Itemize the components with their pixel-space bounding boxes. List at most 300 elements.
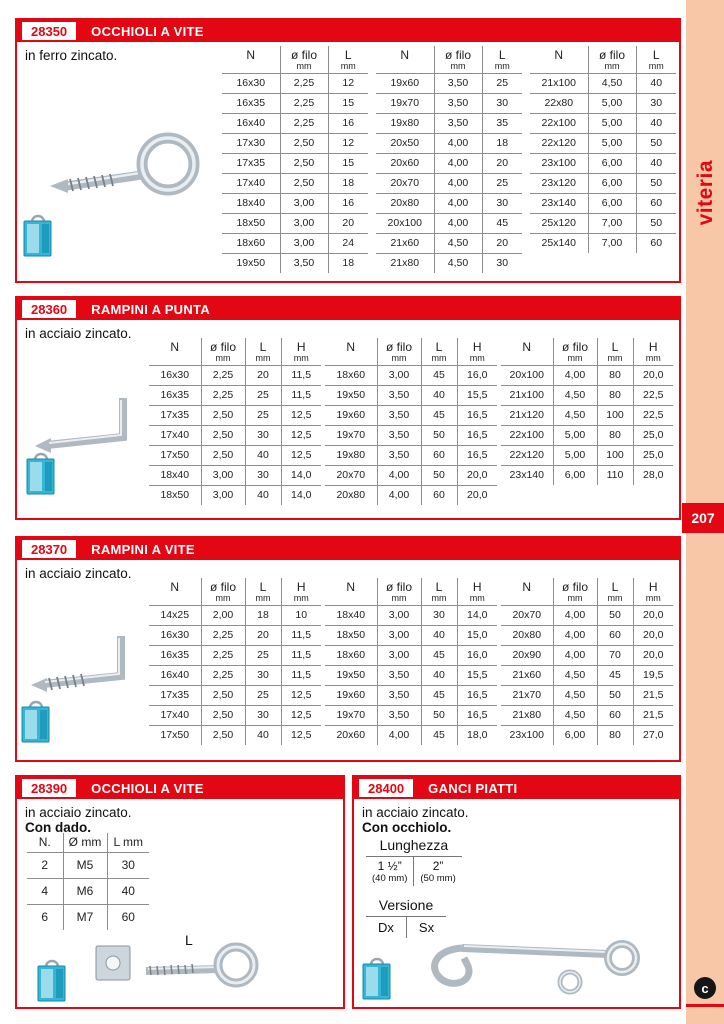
table-cell: 23x100 (530, 154, 588, 174)
table-row (530, 214, 676, 234)
table-row (325, 726, 497, 746)
table-cell: 15 (328, 94, 368, 114)
table-cell: 16 (328, 114, 368, 134)
table-cell: 3,00 (377, 626, 421, 646)
table-row (501, 386, 673, 406)
table-cell: 50 (636, 174, 676, 194)
version-option: Sx (406, 917, 446, 938)
table-cell: 40 (421, 386, 457, 406)
table-row (27, 905, 149, 931)
table-row (325, 706, 497, 726)
table-cell: 20x80 (376, 194, 434, 214)
table-row (501, 706, 673, 726)
table-cell: 18x60 (325, 646, 377, 666)
table-cell: 6,00 (588, 174, 636, 194)
spec-table (501, 338, 673, 485)
table-row (376, 114, 522, 134)
table-row (325, 466, 497, 486)
table-cell: 16,5 (457, 406, 497, 426)
table-cell: 20,0 (633, 366, 673, 386)
table-cell: 5,00 (588, 94, 636, 114)
column-header: H mm (633, 578, 673, 606)
table-cell: 20,0 (457, 466, 497, 486)
package-icon (37, 957, 67, 1008)
table-cell: 30 (245, 466, 281, 486)
table-row (27, 879, 149, 905)
table-cell: 16,5 (457, 706, 497, 726)
table-cell: 27,0 (633, 726, 673, 746)
section-28370 (15, 536, 681, 762)
table-cell: 4,50 (434, 234, 482, 254)
table-cell: 45 (421, 406, 457, 426)
table-cell: 3,50 (434, 74, 482, 94)
section-28400 (352, 775, 681, 1009)
table-row (325, 626, 497, 646)
column-header: L mm (597, 338, 633, 366)
section-header-bar (17, 298, 679, 320)
column-header: L mm (245, 338, 281, 366)
length-option: 2” (50 mm) (413, 857, 461, 886)
table-cell: 30 (245, 426, 281, 446)
spec-table (149, 338, 321, 505)
table-cell: 4,00 (377, 466, 421, 486)
spec-tables (222, 46, 676, 273)
table-cell: 25x120 (530, 214, 588, 234)
table-cell: 22x120 (501, 446, 553, 466)
table-cell: 20 (328, 214, 368, 234)
table-row (501, 666, 673, 686)
table-cell: 16,0 (457, 366, 497, 386)
table-cell: 19x70 (325, 426, 377, 446)
table-cell: 3,00 (377, 366, 421, 386)
package-icon (21, 698, 51, 749)
table-cell: 70 (597, 646, 633, 666)
table-cell: 17x50 (149, 726, 201, 746)
table-cell: 19x50 (222, 254, 280, 274)
table-cell: 4,50 (434, 254, 482, 274)
spec-table (501, 578, 673, 745)
table-row (222, 134, 368, 154)
table-cell: 4,00 (553, 646, 597, 666)
section-code-badge: 28390 (22, 779, 76, 797)
table-row (530, 154, 676, 174)
table-row (149, 706, 321, 726)
package-icon (26, 450, 56, 501)
table-cell: 3,00 (201, 486, 245, 506)
spec-table (325, 338, 497, 505)
table-row (222, 194, 368, 214)
table-cell: 60 (597, 626, 633, 646)
table-row (149, 646, 321, 666)
table-cell: 12,5 (281, 426, 321, 446)
table-row (325, 426, 497, 446)
table-row (501, 606, 673, 626)
table-cell: 5,00 (553, 426, 597, 446)
column-header: L mm (421, 338, 457, 366)
version-option: Dx (378, 920, 394, 935)
spec-table (222, 46, 368, 273)
page-number-badge: 207 (682, 503, 724, 533)
table-cell: 4,00 (434, 194, 482, 214)
table-cell: 18 (245, 606, 281, 626)
section-header-bar (354, 777, 679, 799)
table-cell: 3,00 (280, 214, 328, 234)
table-cell: 30 (421, 606, 457, 626)
table-cell: 12,5 (281, 406, 321, 426)
table-cell: 2,50 (201, 426, 245, 446)
table-cell: 20,0 (633, 646, 673, 666)
table-cell: 30 (245, 666, 281, 686)
table-cell: 16,0 (457, 646, 497, 666)
spec-tables (27, 833, 149, 930)
table-row (501, 446, 673, 466)
table-cell: 3,50 (377, 686, 421, 706)
table-cell: 17x40 (149, 426, 201, 446)
table-cell: 2,25 (201, 626, 245, 646)
section-subtitle: in acciaio zincato. (25, 566, 132, 581)
table-cell: 18x50 (149, 486, 201, 506)
table-cell: 60 (421, 486, 457, 506)
table-cell: 11,5 (281, 366, 321, 386)
table-cell: 22,5 (633, 386, 673, 406)
table-row (222, 94, 368, 114)
table-cell: 17x50 (149, 446, 201, 466)
flat-hook-illustration (422, 920, 652, 1010)
column-header: N. (38, 835, 51, 849)
table-row (325, 666, 497, 686)
table-cell: 4,00 (553, 366, 597, 386)
table-cell: 16,5 (457, 426, 497, 446)
table-cell: 2,25 (280, 94, 328, 114)
table-row (149, 686, 321, 706)
table-row (376, 94, 522, 114)
table-cell: 60 (597, 706, 633, 726)
table-cell: 50 (636, 134, 676, 154)
table-row (149, 626, 321, 646)
table-cell: 25 (482, 174, 522, 194)
length-option: 1 ½” (40 mm) (372, 859, 408, 884)
table-row (149, 606, 321, 626)
table-cell: 18x60 (325, 366, 377, 386)
table-row (530, 114, 676, 134)
table-cell: M5 (63, 853, 107, 879)
table-cell: 80 (597, 386, 633, 406)
table-cell: 2,25 (201, 646, 245, 666)
section-code-badge: 28370 (22, 540, 76, 558)
column-header: ø filo mm (377, 338, 421, 366)
spec-table (27, 833, 149, 930)
table-cell: 10 (281, 606, 321, 626)
table-cell: 2,25 (280, 114, 328, 134)
column-header: ø filo mm (553, 578, 597, 606)
column-header: N (346, 580, 356, 594)
table-cell: 60 (636, 194, 676, 214)
table-cell: 4,00 (377, 486, 421, 506)
table-row (149, 726, 321, 746)
table-cell: 19x60 (325, 406, 377, 426)
table-cell: 21x100 (530, 74, 588, 94)
spec-table (325, 578, 497, 745)
table-cell: 7,00 (588, 214, 636, 234)
table-cell: 45 (482, 214, 522, 234)
table-cell: 18x40 (222, 194, 280, 214)
table-cell: 2,50 (201, 406, 245, 426)
table-cell: 12,5 (281, 686, 321, 706)
section-subtitle: in acciaio zincato. (362, 805, 469, 820)
table-cell: 25 (245, 646, 281, 666)
table-row (376, 194, 522, 214)
table-cell: 4,50 (553, 706, 597, 726)
table-cell: 21x60 (376, 234, 434, 254)
table-cell: 20x100 (501, 366, 553, 386)
table-cell: 11,5 (281, 386, 321, 406)
column-header: H mm (457, 578, 497, 606)
column-header: L mm (482, 46, 522, 74)
table-cell: 80 (597, 426, 633, 446)
table-row (149, 406, 321, 426)
table-cell: 5,00 (588, 114, 636, 134)
table-row (376, 254, 522, 274)
table-row (501, 686, 673, 706)
table-cell: 20x70 (501, 606, 553, 626)
table-cell: 14x25 (149, 606, 201, 626)
table-cell: 80 (597, 366, 633, 386)
square-nut-illustration (95, 945, 131, 986)
table-cell: 17x40 (222, 174, 280, 194)
table-row (501, 726, 673, 746)
section-note: Con dado. (25, 820, 91, 835)
table-cell: 20,0 (633, 626, 673, 646)
table-cell: 19x80 (325, 446, 377, 466)
table-row (376, 154, 522, 174)
table-cell: 18x60 (222, 234, 280, 254)
table-row (222, 174, 368, 194)
table-row (325, 366, 497, 386)
table-cell: 19x50 (325, 666, 377, 686)
table-row (149, 426, 321, 446)
table-cell: 3,50 (434, 114, 482, 134)
table-cell: 4,00 (553, 606, 597, 626)
eye-bolt-illustration (140, 937, 260, 1002)
spec-table (376, 46, 522, 273)
table-cell: 20x50 (376, 134, 434, 154)
table-cell: 25,0 (633, 426, 673, 446)
section-code-badge: 28360 (22, 300, 76, 318)
table-cell: 16,5 (457, 686, 497, 706)
table-row (325, 686, 497, 706)
column-header: N (246, 48, 256, 62)
table-cell: 23x140 (501, 466, 553, 486)
table-row (530, 134, 676, 154)
section-note: Con occhiolo. (362, 820, 452, 835)
table-cell: 20x80 (501, 626, 553, 646)
table-cell: 40 (421, 666, 457, 686)
table-cell: 18x50 (222, 214, 280, 234)
table-cell: 11,5 (281, 666, 321, 686)
table-cell: 16x35 (149, 386, 201, 406)
table-cell: 4,50 (588, 74, 636, 94)
table-cell: 16x40 (149, 666, 201, 686)
table-row (530, 234, 676, 254)
table-cell: 15,0 (457, 626, 497, 646)
table-cell: 22x100 (501, 426, 553, 446)
table-cell: 12,5 (281, 726, 321, 746)
table-cell: 2,50 (201, 706, 245, 726)
table-cell: 17x35 (149, 686, 201, 706)
section-subtitle: in acciaio zincato. (25, 805, 132, 820)
table-cell: 40 (245, 486, 281, 506)
column-header: ø filo mm (201, 578, 245, 606)
table-cell: 50 (421, 466, 457, 486)
column-header: N (522, 340, 532, 354)
table-cell: 18 (328, 174, 368, 194)
table-cell: 3,00 (280, 194, 328, 214)
table-cell: 5,00 (553, 446, 597, 466)
table-cell: 16x30 (149, 626, 201, 646)
table-cell: 12 (328, 74, 368, 94)
package-icon (362, 955, 392, 1006)
table-row (27, 853, 149, 879)
section-28360 (15, 296, 681, 520)
table-cell: 22x120 (530, 134, 588, 154)
column-header: N (554, 48, 564, 62)
spec-table (530, 46, 676, 253)
table-row (376, 174, 522, 194)
table-cell: 40 (636, 114, 676, 134)
table-cell: 11,5 (281, 626, 321, 646)
column-header: N (522, 580, 532, 594)
table-cell: 45 (421, 366, 457, 386)
table-cell: 80 (597, 726, 633, 746)
section-subtitle: in ferro zincato. (25, 48, 118, 63)
table-cell: 22x80 (530, 94, 588, 114)
table-cell: 100 (597, 406, 633, 426)
spec-tables (149, 578, 673, 745)
category-sidebar (686, 0, 724, 1024)
table-cell: 2,50 (280, 134, 328, 154)
table-row (149, 486, 321, 506)
table-cell: 25,0 (633, 446, 673, 466)
length-options-row (366, 856, 462, 886)
table-cell: 6 (27, 905, 63, 931)
brand-logo: c (694, 977, 716, 999)
length-options-table (366, 837, 462, 886)
table-cell: 40 (636, 154, 676, 174)
column-header: ø filo mm (588, 46, 636, 74)
table-cell: 20x70 (376, 174, 434, 194)
table-cell: 4,00 (434, 154, 482, 174)
table-cell: 40 (636, 74, 676, 94)
table-cell: 2,50 (280, 174, 328, 194)
table-cell: 20x60 (325, 726, 377, 746)
section-header-bar (17, 777, 343, 799)
table-cell: 20x60 (376, 154, 434, 174)
table-cell: 20x70 (325, 466, 377, 486)
section-code-badge: 28350 (22, 22, 76, 40)
section-title: OCCHIOLI A VITE (91, 780, 204, 796)
table-cell: 17x35 (222, 154, 280, 174)
table-cell: 45 (597, 666, 633, 686)
package-icon (23, 212, 53, 263)
table-cell: 16x30 (222, 74, 280, 94)
table-cell: 4,00 (377, 726, 421, 746)
table-cell: 18x40 (149, 466, 201, 486)
section-title: OCCHIOLI A VITE (91, 23, 204, 39)
table-cell: M6 (63, 879, 107, 905)
table-cell: 21x100 (501, 386, 553, 406)
section-header-bar (17, 20, 679, 42)
table-cell: 35 (482, 114, 522, 134)
table-cell: 20x90 (501, 646, 553, 666)
column-header: ø filo mm (201, 338, 245, 366)
table-cell: 24 (328, 234, 368, 254)
table-cell: 3,50 (377, 666, 421, 686)
table-cell: 4 (27, 879, 63, 905)
table-cell: 15,5 (457, 386, 497, 406)
table-row (376, 214, 522, 234)
table-row (222, 214, 368, 234)
table-cell: 4,00 (434, 214, 482, 234)
table-cell: 25x140 (530, 234, 588, 254)
table-cell: 2,50 (201, 446, 245, 466)
table-cell: 30 (636, 94, 676, 114)
column-header: N (170, 340, 180, 354)
table-cell: 19x80 (376, 114, 434, 134)
table-cell: M7 (63, 905, 107, 931)
table-cell: 15 (328, 154, 368, 174)
table-row (149, 366, 321, 386)
column-header: L mm (597, 578, 633, 606)
table-cell: 30 (245, 706, 281, 726)
table-cell: 22,5 (633, 406, 673, 426)
table-row (501, 646, 673, 666)
table-cell: 19x60 (325, 686, 377, 706)
table-cell: 4,00 (434, 174, 482, 194)
table-cell: 45 (421, 646, 457, 666)
column-header: N (346, 340, 356, 354)
column-header: ø filo mm (434, 46, 482, 74)
table-cell: 2,25 (280, 74, 328, 94)
table-row (501, 366, 673, 386)
table-cell: 12,5 (281, 446, 321, 466)
table-row (325, 406, 497, 426)
table-cell: 22x100 (530, 114, 588, 134)
table-cell: 2,25 (201, 386, 245, 406)
table-cell: 21x80 (376, 254, 434, 274)
table-row (501, 626, 673, 646)
table-cell: 19x50 (325, 386, 377, 406)
section-28350 (15, 18, 681, 283)
section-title: RAMPINI A VITE (91, 541, 195, 557)
table-cell: 19,5 (633, 666, 673, 686)
table-cell: 25 (245, 386, 281, 406)
column-header: N (170, 580, 180, 594)
table-row (501, 426, 673, 446)
table-cell: 50 (421, 706, 457, 726)
table-row (149, 386, 321, 406)
table-cell: 6,00 (588, 194, 636, 214)
table-cell: 21x70 (501, 686, 553, 706)
table-cell: 23x100 (501, 726, 553, 746)
table-cell: 4,50 (553, 406, 597, 426)
length-title: Lunghezza (379, 837, 449, 853)
version-title: Versione (378, 897, 434, 913)
table-cell: 25 (482, 74, 522, 94)
table-row (501, 406, 673, 426)
table-cell: 60 (636, 234, 676, 254)
table-cell: 60 (107, 905, 149, 931)
table-cell: 2,50 (280, 154, 328, 174)
